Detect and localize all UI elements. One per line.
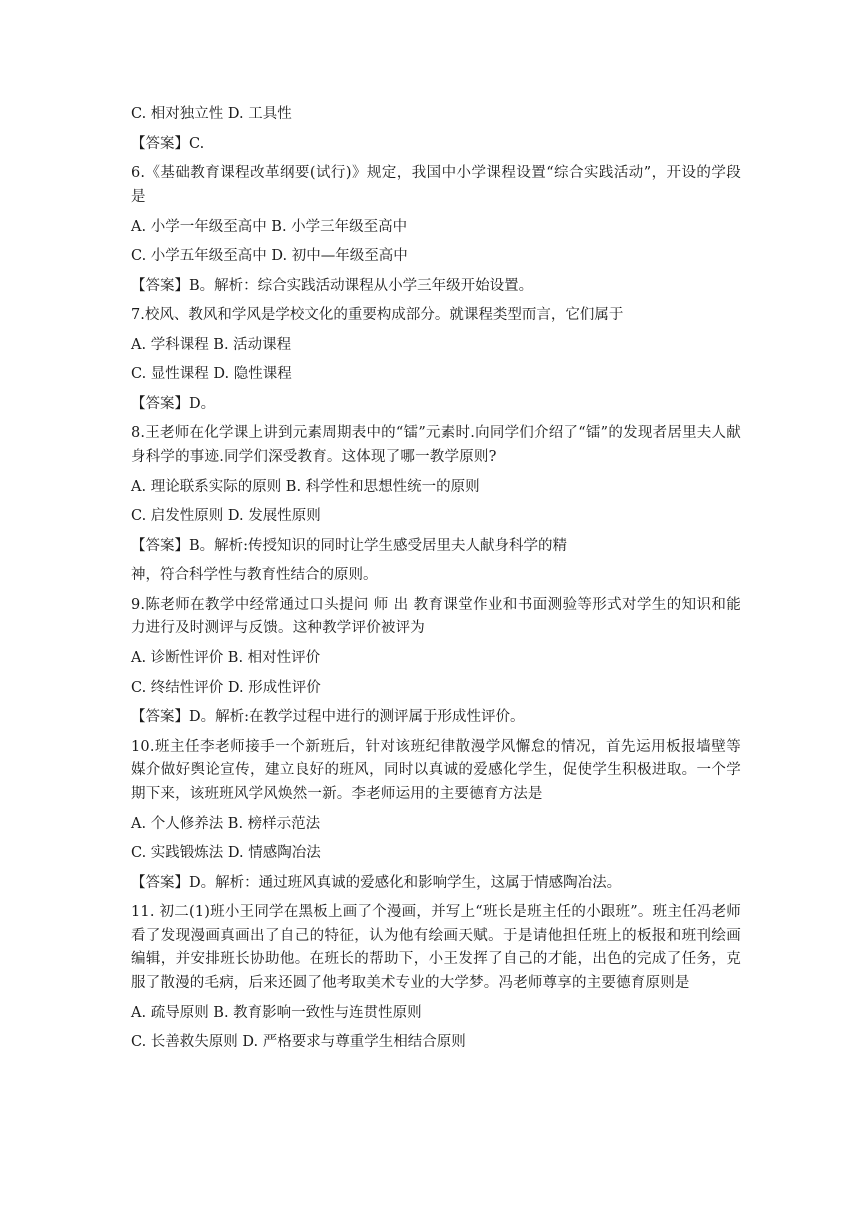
- answer-line: 【答案】B。解析:传授知识的同时让学生感受居里夫人献身科学的精: [131, 537, 568, 554]
- option-line: A. 诊断性评价 B. 相对性评价: [131, 650, 321, 666]
- answer-continuation: 神，符合科学性与教育性结合的原则。: [131, 567, 378, 583]
- option-line: A. 疏导原则 B. 教育影响一致性与连贯性原则: [131, 1004, 422, 1021]
- answer-line: 【答案】D。解析:在教学过程中进行的测评属于形成性评价。: [131, 709, 525, 725]
- question-7: 7.校风、教风和学风是学校文化的重要构成部分。就课程类型而言，它们属于: [131, 307, 624, 323]
- option-line: A. 学科课程 B. 活动课程: [131, 336, 292, 353]
- option-line: C. 终结性评价 D. 形成性评价: [131, 679, 321, 696]
- question-6: 6.《基础教育课程改革纲要(试行)》规定，我国中小学课程设置“综合实践活动”，开设的学段是: [131, 165, 741, 205]
- question-10: 10.班主任李老师接手一个新班后，针对该班纪律散漫学风懈怠的情况，首先运用板报墙壁等媒介做好舆论宣传，建立良好的班风，同时以真诚的爱感化学生，促使学生积极进取。一个学期下来，该班班风学风焕然一新。李老师运用的主要德育方法是: [131, 738, 741, 802]
- option-line: A. 小学一年级至高中 B. 小学三年级至高中: [131, 218, 408, 235]
- option-line: C. 小学五年级至高中 D. 初中—年级至高中: [131, 248, 408, 264]
- option-line: C. 相对独立性 D. 工具性: [131, 106, 292, 122]
- answer-line: 【答案】B。解析：综合实践活动课程从小学三年级开始设置。: [131, 277, 534, 294]
- option-line: C. 实践锻炼法 D. 情感陶冶法: [131, 845, 321, 861]
- option-line: C. 长善救失原则 D. 严格要求与尊重学生相结合原则: [131, 1034, 466, 1050]
- answer-line: 【答案】C.: [131, 135, 205, 152]
- question-9: 9.陈老师在教学中经常通过口头提问 师 出 教育课堂作业和书面测验等形式对学生的知识和能力进行及时测评与反馈。这种教学评价被评为: [131, 596, 741, 636]
- option-line: C. 显性课程 D. 隐性课程: [131, 366, 292, 382]
- option-line: A. 理论联系实际的原则 B. 科学性和思想性统一的原则: [131, 478, 480, 495]
- option-line: C. 启发性原则 D. 发展性原则: [131, 508, 321, 524]
- answer-line: 【答案】D。解析：通过班风真诚的爱感化和影响学生，这属于情感陶冶法。: [131, 874, 622, 891]
- answer-line: 【答案】D。: [131, 395, 216, 412]
- option-line: A. 个人修养法 B. 榜样示范法: [131, 815, 321, 832]
- question-11: 11. 初二(1)班小王同学在黑板上画了个漫画，并写上“班长是班主任的小跟班”。班主任冯老师看了发现漫画真画出了自己的特征，认为他有绘画天赋。于是请他担任班上的板报和班刊绘画编辑，并安排班长协助他。在班长的帮助下，小王发挥了自己的才能，出色的完成了任务，克服了散漫的毛病，后来还圆了他考取美术专业的大学梦。冯老师尊享的主要德育原则是: [131, 904, 741, 991]
- question-8: 8.王老师在化学课上讲到元素周期表中的“镭”元素时.向同学们介绍了“镭”的发现者居里夫人献身科学的事迹.同学们深受教育。这体现了哪一教学原则?: [131, 425, 741, 465]
- document-page: [131, 103, 741, 1061]
